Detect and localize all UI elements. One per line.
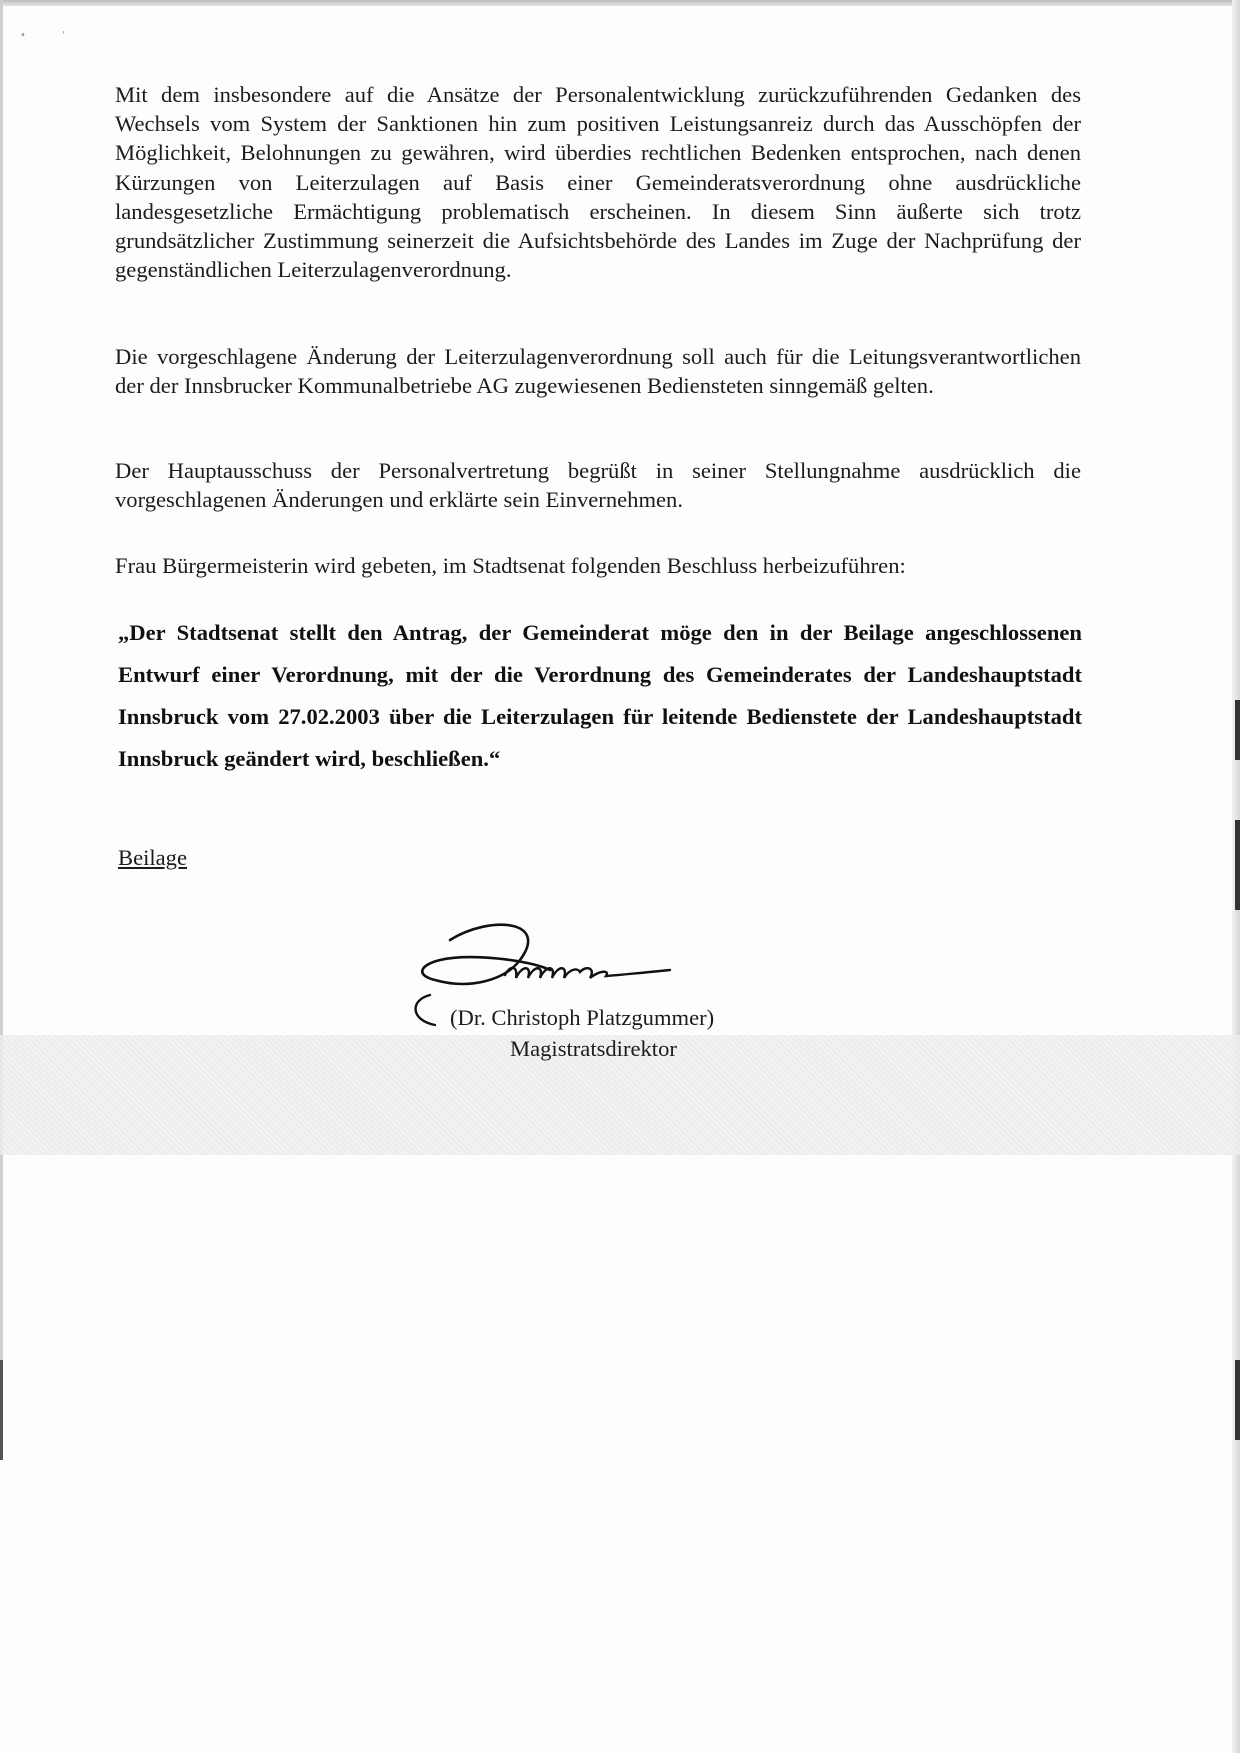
scan-edge-top bbox=[0, 0, 1240, 6]
body-paragraph-2: Die vorgeschlagene Änderung der Leiterzulagenverordnung soll auch für die Leitungsverantwortlichen der der Innsbrucker Kommunalbetriebe AG zugewiesenen Bediensteten sinngemäß gelten. bbox=[115, 344, 1081, 399]
body-paragraph-3: Der Hauptausschuss der Personalvertretung begrüßt in seiner Stellungnahme ausdrücklich die vorgeschlagenen Änderungen und erklärte sein Einvernehmen. bbox=[115, 458, 1081, 513]
signer-title: Magistratsdirektor bbox=[510, 1036, 677, 1061]
resolution-text: „Der Stadtsenat stellt den Antrag, der Gemeinderat möge den in der Beilage angeschlossenen Entwurf einer Verordnung, mit der die Verordnung des Gemeinderates der Landeshauptstadt Innsbruck vom 27.02.2003 über die Leiterzulagen für leitende Bedienstete der Landeshauptstadt Innsbruck geändert wird, beschließen.“ bbox=[118, 620, 1082, 771]
signer-name: (Dr. Christoph Platzgummer) bbox=[450, 1005, 715, 1030]
scan-edge-left-mark bbox=[0, 1360, 3, 1460]
body-paragraph-1: Mit dem insbesondere auf die Ansätze der Personalentwicklung zurückzuführenden Gedanken des Wechsels vom System der Sanktionen hin zum positiven Leistungsanreiz durch das Ausschöpfen der Möglichkeit, Belohnungen zu gewähren, wird überdies rechtlichen Bedenken entsprochen, nach denen Kürzungen von Leiterzulagen auf Basis einer Gemeinderatsverordnung ohne ausdrückliche landesgesetzliche Ermächtigung problematisch erscheinen. In diesem Sinn äußerte sich trotz grundsätzlicher Zustimmung seinerzeit die Aufsichtsbehörde des Landes im Zuge der Nachprüfung der gegenständlichen Leiterzulagenverordnung. bbox=[115, 82, 1081, 283]
scan-edge-right-mark bbox=[1235, 700, 1240, 760]
scan-edge-right-mark bbox=[1235, 1360, 1240, 1440]
body-paragraph-4: Frau Bürgermeisterin wird gebeten, im Stadtsenat folgenden Beschluss herbeizuführen: bbox=[115, 553, 906, 578]
attachment-label: Beilage bbox=[118, 845, 188, 870]
scan-edge-left bbox=[0, 0, 3, 1440]
scan-specks: • ' bbox=[20, 30, 65, 41]
scan-edge-right-mark bbox=[1235, 820, 1240, 910]
